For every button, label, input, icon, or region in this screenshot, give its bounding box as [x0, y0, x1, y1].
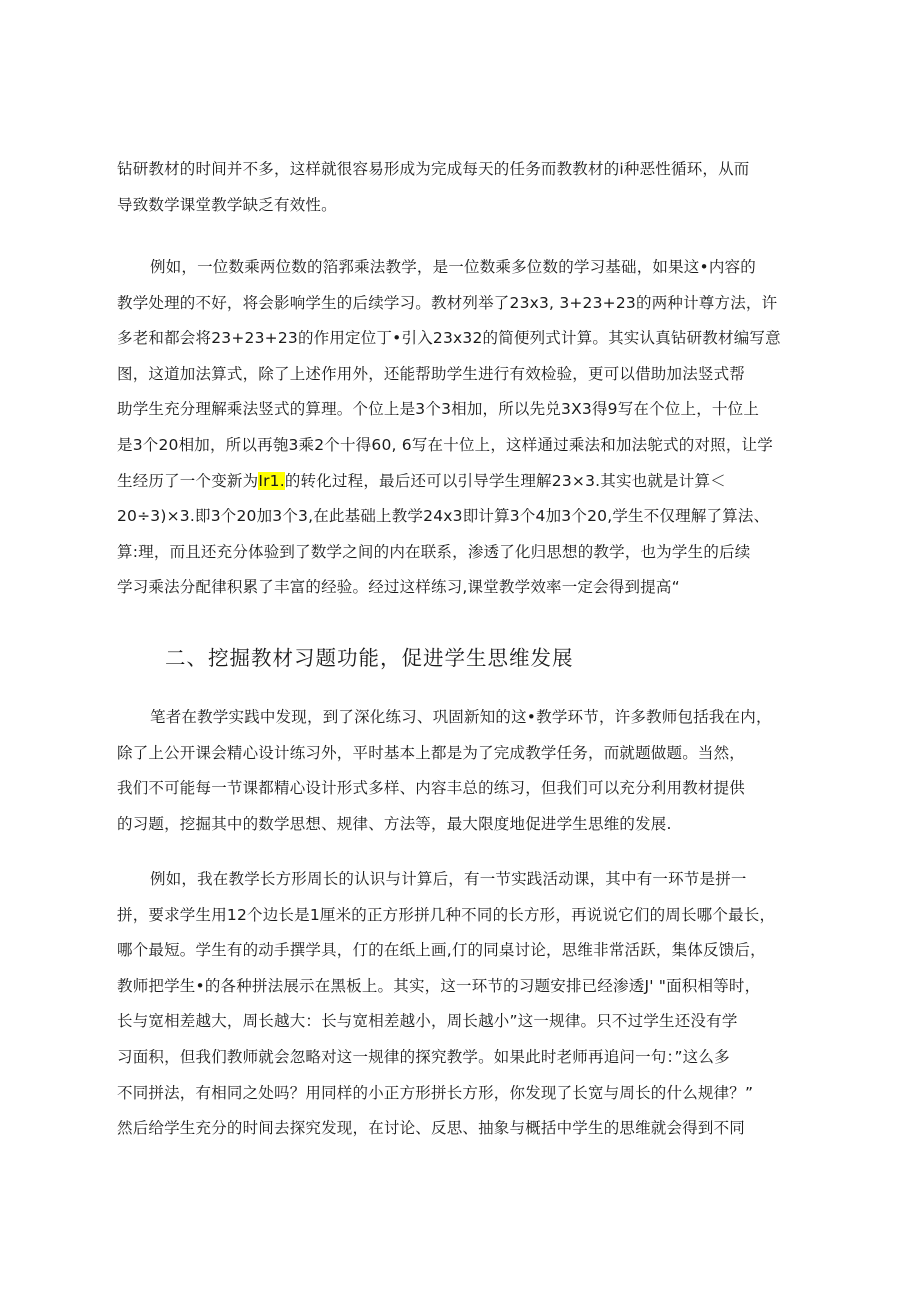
paragraph-4-line-1: 例如，我在教学长方形周长的认识与计算后，有一节实践活动课，其中有一环节是拼一: [150, 870, 747, 888]
paragraph-1-line-2: 导致数学课堂教学缺乏有效性。: [117, 195, 337, 214]
paragraph-2-line-6: 是3个20相加，所以再匏3乘2个十得60, 6写在十位上，这样通过乘法和加法鸵式的对照，让学: [117, 435, 773, 454]
highlighted-text: Ir1.: [258, 471, 285, 490]
line-7-text-before: 生经历了一个变新为: [117, 471, 259, 490]
paragraph-2-line-2: 教学处理的不好，将会影响学生的后续学习。教材列举了23x3, 3+23+23的两种计尊方法，许: [117, 293, 778, 312]
paragraph-4-line-7: 不同拼法，有相同之处吗？用同样的小正方形拼长方形，你发现了长宽与周长的什么规律？”: [117, 1083, 754, 1102]
paragraph-2-line-7: [117, 464, 807, 500]
paragraph-2: [117, 250, 807, 606]
paragraph-2-line-10: 学习乘法分配律积累了丰富的经验。经过这样练习,课堂教学效率一定会得到提高“: [117, 578, 680, 597]
paragraph-1-line-1: 钻研教材的时间并不多，这样就很容易形成为完成每天的任务而教教材的i种恶性循环，从而: [117, 160, 750, 178]
paragraph-4-line-2: 拼，要求学生用12个边长是1厘米的正方形拼几种不同的长方形，再说说它们的周长哪个最长，: [117, 905, 776, 924]
line-7-text-after: 的转化过程，最后还可以引导学生理解23×3.其实也就是计算＜: [284, 471, 726, 490]
paragraph-4-line-8: 然后给学生充分的时间去探究发现，在讨论、反思、抽象与概括中学生的思维就会得到不同: [117, 1119, 746, 1138]
paragraph-4-line-6: 习面积，但我们教师就会忽略对这一规律的探究教学。如果此时老师再追问一句：”这么多: [117, 1047, 730, 1066]
paragraph-2-line-8: 20÷3)×3.即3个20加3个3,在此基础上教学24x3即计算3个4加3个20,学生不仅理解了算法、: [117, 507, 770, 526]
paragraph-2-line-3: 多老和都会将23+23+23的作用定位丁•引入23x32的简便列式计算。其实认真钻研教材编写意: [117, 329, 781, 348]
section-heading: 二、挖掘教材习题功能，促进学生思维发展: [165, 646, 574, 670]
paragraph-3-line-4: 的习题，挖掘其中的数学思想、规律、方法等，最大限度地促进学生思维的发展.: [117, 814, 672, 833]
paragraph-4-line-5: 长与宽相差越大，周长越大：长与宽相差越小，周长越小”这一规律。只不过学生还没有学: [117, 1012, 738, 1031]
paragraph-3-line-1: 笔者在教学实践中发现，到了深化练习、巩固新知的这•教学环节，许多教师包括我在内，: [150, 708, 772, 726]
paragraph-3-line-3: 我们不可能每一节课都精心设计形式多样、内容丰总的练习，但我们可以充分利用教材提供: [117, 779, 746, 798]
paragraph-2-line-4: 图，这道加法算式，除了上述作用外，还能帮助学生进行有效检验，更可以借助加法竖式帮: [117, 364, 746, 383]
paragraph-4-line-4: 教师把学生•的各种拼法展示在黑板上。其实，这一环节的习题安排已经渗透J' "面积相等时，: [117, 976, 761, 995]
paragraph-4-line-3: 哪个最短。学生有的动手撰学具，仃的在纸上画,仃的同桌讨论，思维非常活跃，集体反馈后，: [117, 941, 766, 960]
paragraph-3: [117, 700, 807, 842]
paragraph-2-line-1: 例如，一位数乘两位数的箔郛乘法教学，是一位数乘多位数的学习基础，如果这•内容的: [150, 258, 756, 276]
paragraph-2-line-9: 算:理，而且还充分体验到了数学之间的内在联系，渗透了化归思想的教学，也为学生的后续: [117, 542, 751, 561]
paragraph-3-line-2: 除了上公开课会精心设计练习外，平时基本上都是为了完成教学任务，而就题做题。当然，: [117, 743, 746, 762]
paragraph-1: [117, 152, 807, 223]
paragraph-4: [117, 862, 807, 1147]
paragraph-2-line-5: 助学生充分理解乘法竖式的算理。个位上是3个3相加，所以先兑3X3得9写在个位上，十位上: [117, 400, 760, 419]
